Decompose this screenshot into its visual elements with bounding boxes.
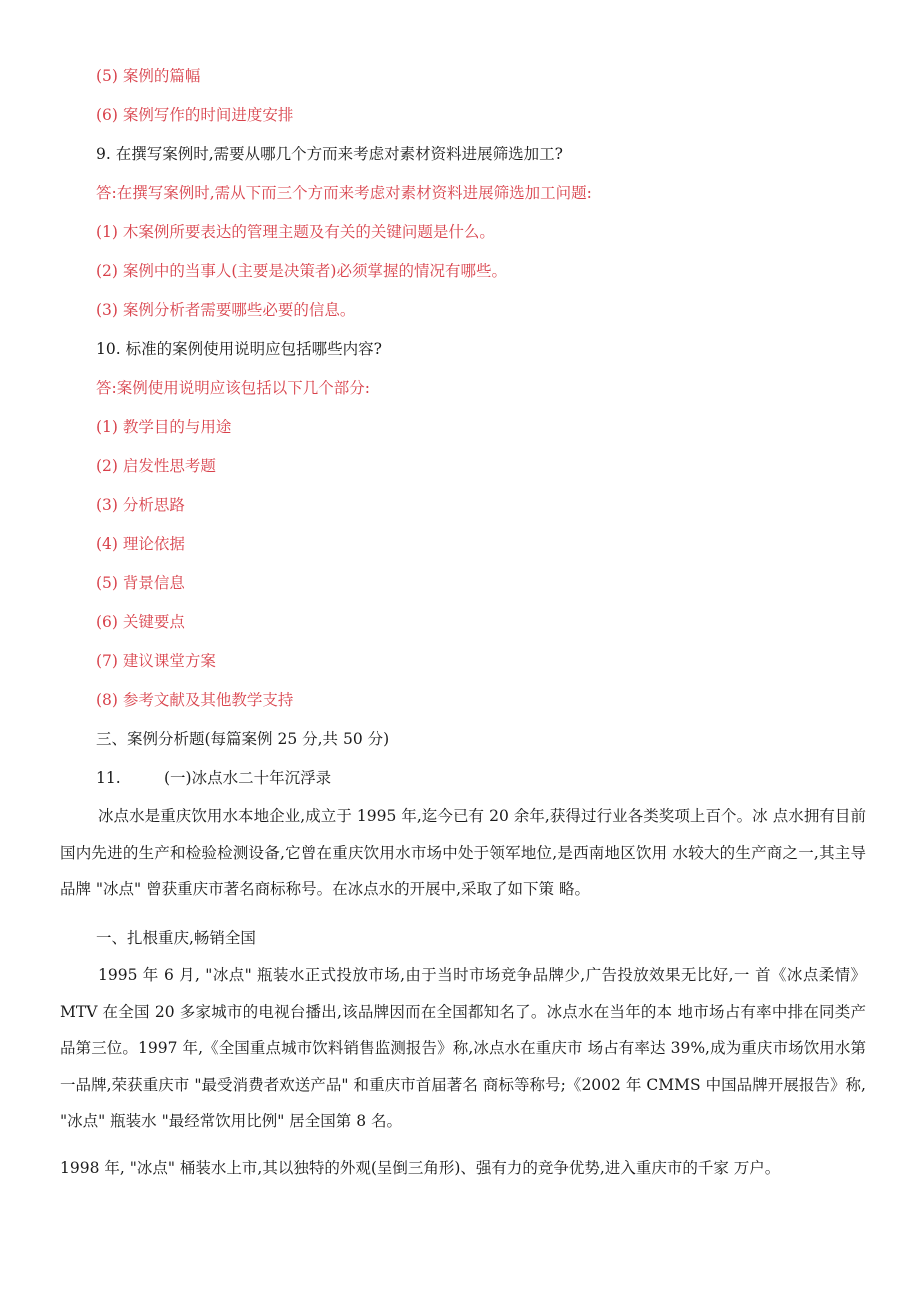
q9-item-3: (3) 案例分析者需要哪些必要的信息。 bbox=[96, 301, 356, 319]
q10-item-4: (4) 理论依据 bbox=[96, 535, 185, 553]
q10-item-2: (2) 启发性思考题 bbox=[96, 457, 216, 475]
q10-item-8: (8) 参考文献及其他教学支持 bbox=[96, 691, 294, 709]
q10-answer: 答:案例使用说明应该包括以下几个部分: bbox=[96, 379, 370, 397]
q10-item-5: (5) 背景信息 bbox=[96, 574, 185, 592]
q8-item-6: (6) 案例写作的时间进度安排 bbox=[96, 106, 294, 124]
q10-item-1: (1) 教学目的与用途 bbox=[96, 418, 232, 436]
case-subheading: 一、扎根重庆,畅销全国 bbox=[96, 929, 256, 947]
q9-question: 9. 在撰写案例时,需要从哪几个方而来考虑对素材资料进展筛选加工? bbox=[96, 145, 563, 163]
q10-item-6: (6) 关键要点 bbox=[96, 613, 185, 631]
case-intro-paragraph: 冰点水是重庆饮用水本地企业,成立于 1995 年,迄今已有 20 余年,获得过行业各类奖项上百个。冰 点水拥有目前国内先进的生产和检验检测设备,它曾在重庆饮用水市场中处于领军地位,是西南地区饮用 水较大的生产商之一,其主导品牌 "冰点" 曾获重庆市著名商标称号。在冰点水的开展中,采取了如下策 略。 bbox=[60, 807, 866, 898]
q10-question: 10. 标准的案例使用说明应包括哪些内容? bbox=[96, 340, 382, 358]
section-3-heading: 三、案例分析题(每篇案例 25 分,共 50 分) bbox=[96, 730, 390, 748]
q11-case-title: (一)冰点水二十年沉浮录 bbox=[164, 769, 332, 787]
q9-item-2: (2) 案例中的当事人(主要是决策者)必须掌握的情况有哪些。 bbox=[96, 262, 507, 280]
case-paragraph-3: 1998 年, "冰点" 桶装水上市,其以独特的外观(呈倒三角形)、强有力的竞争优势,进入重庆市的千家 万户。 bbox=[60, 1159, 781, 1177]
case-paragraph-2: 1995 年 6 月, "冰点" 瓶装水正式投放市场,由于当时市场竞争品牌少,广告投放效果无比好,一 首《冰点柔情》MTV 在全国 20 多家城市的电视台播出,该品牌因而在全国都知名了。冰点水在当年的本 地市场占有率中排在同类产品第三位。1997 年,《全国重点城市饮料销售监测报告》称,冰点水在重庆市 场占有率达 39%,成为重庆市场饮用水第一品牌,荣获重庆市 "最受消费者欢送产品" 和重庆市首届著名 商标等称号;《2002 年 CMMS 中国品牌开展报告》称, "冰点" 瓶装水 "最经常饮用比例" 居全国第 8 名。 bbox=[60, 966, 866, 1130]
q11-number: 11. bbox=[96, 769, 121, 787]
q10-item-3: (3) 分析思路 bbox=[96, 496, 185, 514]
q8-item-5: (5) 案例的篇幅 bbox=[96, 67, 201, 85]
q9-answer: 答:在撰写案例时,需从下而三个方而来考虑对素材资料进展筛选加工问题: bbox=[96, 184, 592, 202]
q9-item-1: (1) 木案例所要表达的管理主题及有关的关键问题是什么。 bbox=[96, 223, 495, 241]
q10-item-7: (7) 建议课堂方案 bbox=[96, 652, 216, 670]
